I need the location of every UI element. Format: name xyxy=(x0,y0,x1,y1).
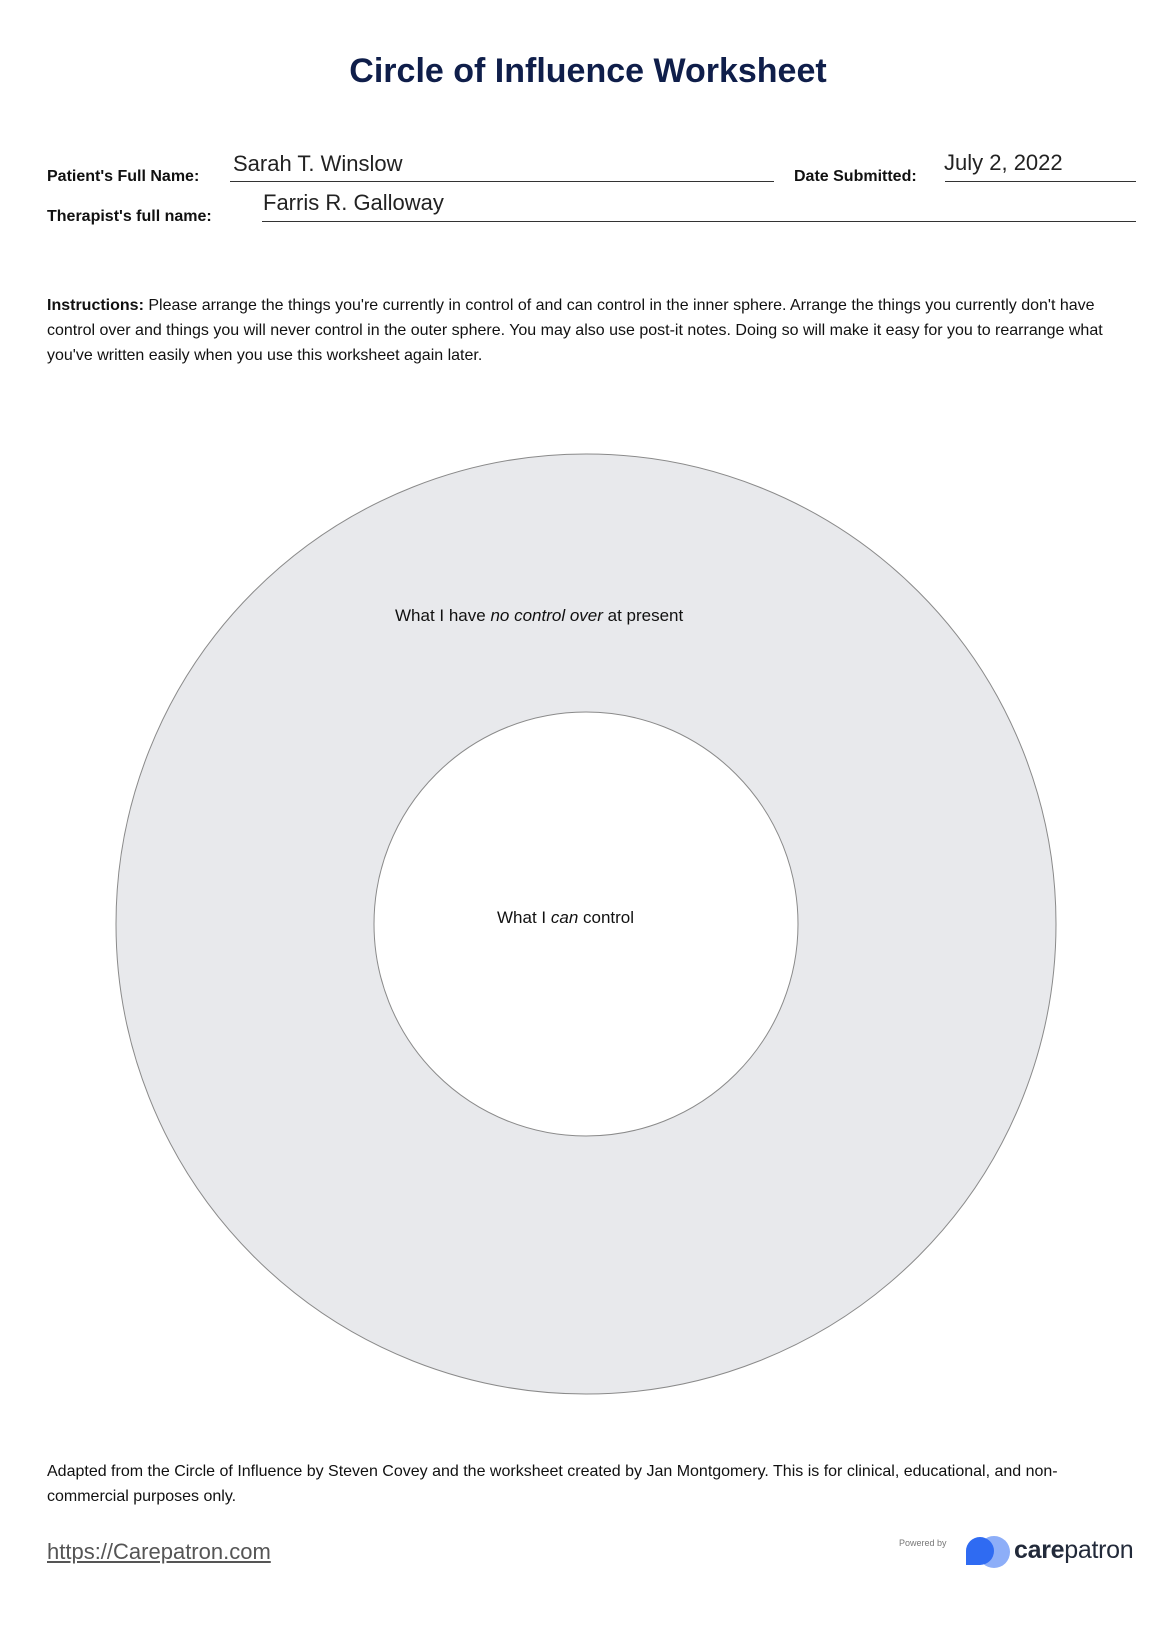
date-submitted-label: Date Submitted: xyxy=(794,168,917,185)
outer-label-suffix: at present xyxy=(602,606,684,625)
carepatron-logo-icon xyxy=(964,1535,1012,1569)
powered-by-text: Powered by xyxy=(899,1538,947,1548)
carepatron-wordmark xyxy=(1014,1536,1133,1565)
therapist-name-value: Farris R. Galloway xyxy=(263,190,444,215)
patient-name-label: Patient's Full Name: xyxy=(47,168,200,185)
date-submitted-value: July 2, 2022 xyxy=(944,150,1063,175)
inner-circle-label xyxy=(497,908,634,928)
page-title: Circle of Influence Worksheet xyxy=(349,52,827,90)
instructions-label: Instructions: xyxy=(47,297,144,314)
outer-circle-label xyxy=(395,606,683,626)
wordmark-care: care xyxy=(1014,1536,1065,1564)
wordmark-patron: patron xyxy=(1064,1536,1134,1564)
attribution-note: Adapted from the Circle of Influence by Steven Covey and the worksheet created by Jan Montgomery. This is for clinical, educational, and non-commercial purposes only. xyxy=(47,1463,1058,1505)
patient-name-value: Sarah T. Winslow xyxy=(233,151,403,176)
instructions-text: Please arrange the things you're currently in control of and can control in the inner sphere. Arrange the things you currently don't have control over and things you will never control in the outer sphere. You may also use post-it notes. Doing so will make it easy for you to rearrange what you've written easily when you use this worksheet again later. xyxy=(47,297,1103,364)
therapist-name-label: Therapist's full name: xyxy=(47,208,212,225)
inner-label-suffix: control xyxy=(578,908,635,927)
carepatron-link[interactable]: https://Carepatron.com xyxy=(47,1539,271,1564)
outer-label-emphasis: no control over xyxy=(490,606,603,625)
outer-label-prefix: What I have xyxy=(395,606,491,625)
inner-label-emphasis: can xyxy=(550,908,579,927)
inner-label-prefix: What I xyxy=(497,908,551,927)
